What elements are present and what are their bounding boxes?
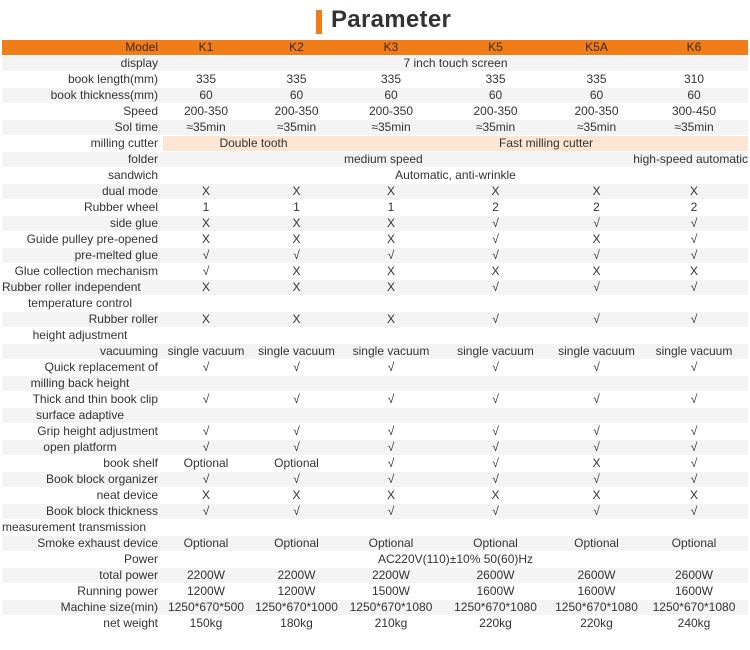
row-book-length	[2, 72, 748, 88]
row-empty	[163, 408, 748, 424]
row-empty	[163, 520, 748, 536]
value-k3: single vacuum	[344, 344, 438, 360]
value-k5a: X	[553, 184, 640, 200]
value-k6: 2	[640, 200, 748, 216]
parameter-table	[2, 40, 748, 632]
table-header-row	[2, 40, 748, 56]
value-k6: 1600W	[640, 584, 748, 600]
row-quick-replacement	[2, 360, 748, 376]
row-label: folder	[2, 152, 163, 168]
value-k2: X	[249, 264, 344, 280]
value-k6: √	[640, 232, 748, 248]
value-k3: √	[344, 472, 438, 488]
value-k3: 1250*670*1080	[344, 600, 438, 616]
value-k5: 60	[438, 88, 553, 104]
value-k3: ≈35min	[344, 120, 438, 136]
row-rubber-roller-independent	[2, 280, 748, 296]
value-k3: 60	[344, 88, 438, 104]
value-k3: √	[344, 424, 438, 440]
value-k3: √	[344, 248, 438, 264]
value-k2: √	[249, 248, 344, 264]
value-k1: 1	[163, 200, 249, 216]
milling-cutter-fast: Fast milling cutter	[344, 136, 748, 152]
row-label: display	[2, 56, 163, 72]
row-label: book length(mm)	[2, 72, 163, 88]
value-k5: X	[438, 264, 553, 280]
row-side-glue	[2, 216, 748, 232]
row-label: milling cutter	[2, 136, 163, 152]
row-empty	[163, 376, 748, 392]
value-k5: single vacuum	[438, 344, 553, 360]
value-k3: 210kg	[344, 616, 438, 632]
value-k5a: 1600W	[553, 584, 640, 600]
row-temperature-control	[2, 296, 748, 312]
row-display	[2, 56, 748, 72]
value-k5: √	[438, 424, 553, 440]
value-k2: single vacuum	[249, 344, 344, 360]
value-k6: Optional	[640, 536, 748, 552]
value-k5a: Optional	[553, 536, 640, 552]
row-book-thickness	[2, 88, 748, 104]
row-milling-back-height	[2, 376, 748, 392]
row-milling-cutter	[2, 136, 748, 152]
value-k5a: √	[553, 392, 640, 408]
row-label: Rubber wheel	[2, 200, 163, 216]
milling-cutter-double: Double tooth	[163, 136, 344, 152]
row-label: book shelf	[2, 456, 163, 472]
value-k1: 2200W	[163, 568, 249, 584]
value-k5a: 220kg	[553, 616, 640, 632]
value-k1: √	[163, 248, 249, 264]
value-k2: √	[249, 360, 344, 376]
header-model-k2: K2	[249, 40, 344, 56]
row-label: dual mode	[2, 184, 163, 200]
row-label-continued: milling back height	[2, 376, 163, 392]
value-k3: √	[344, 360, 438, 376]
value-k2: √	[249, 424, 344, 440]
value-k5a: √	[553, 360, 640, 376]
row-running-power	[2, 584, 748, 600]
row-label: Running power	[2, 584, 163, 600]
value-k6: √	[640, 280, 748, 296]
value-k5: 2600W	[438, 568, 553, 584]
value-k5: √	[438, 392, 553, 408]
row-label-continued: temperature control	[2, 296, 163, 312]
value-k2: 2200W	[249, 568, 344, 584]
row-label: Guide pulley pre-opened	[2, 232, 163, 248]
value-k3: Optional	[344, 536, 438, 552]
value-k1: 335	[163, 72, 249, 88]
value-k1: √	[163, 472, 249, 488]
row-rubber-wheel	[2, 200, 748, 216]
row-label: sandwich	[2, 168, 163, 184]
value-k6: √	[640, 504, 748, 520]
row-label: Rubber roller independent	[2, 280, 163, 296]
row-label: Machine size(min)	[2, 600, 163, 616]
row-label: Glue collection mechanism	[2, 264, 163, 280]
page-header	[0, 0, 750, 40]
header-model-k3: K3	[344, 40, 438, 56]
value-k6: 310	[640, 72, 748, 88]
value-k5a: 1250*670*1080	[553, 600, 640, 616]
value-k2: √	[249, 440, 344, 456]
row-label: Speed	[2, 104, 163, 120]
value-k5: 1250*670*1080	[438, 600, 553, 616]
row-label: vacuuming	[2, 344, 163, 360]
value-k1: √	[163, 440, 249, 456]
value-k2: 1	[249, 200, 344, 216]
value-k2: X	[249, 280, 344, 296]
value-k6: X	[640, 184, 748, 200]
value-k1: X	[163, 280, 249, 296]
value-k5: √	[438, 232, 553, 248]
value-k3: X	[344, 280, 438, 296]
folder-high: high-speed automatic	[553, 152, 748, 168]
value-k1: X	[163, 184, 249, 200]
value-k5: √	[438, 248, 553, 264]
row-label: Power	[2, 552, 163, 568]
value-k2: 335	[249, 72, 344, 88]
row-label: pre-melted glue	[2, 248, 163, 264]
row-speed	[2, 104, 748, 120]
row-value: AC220V(110)±10% 50(60)Hz	[163, 552, 748, 568]
value-k5: 220kg	[438, 616, 553, 632]
value-k1: √	[163, 360, 249, 376]
value-k3: 2200W	[344, 568, 438, 584]
row-rubber-roller-height	[2, 312, 748, 328]
row-grip-height	[2, 424, 748, 440]
row-label: Quick replacement of	[2, 360, 163, 376]
value-k3: √	[344, 440, 438, 456]
value-k2: √	[249, 472, 344, 488]
value-k2: X	[249, 184, 344, 200]
row-vacuuming	[2, 344, 748, 360]
value-k3: 1	[344, 200, 438, 216]
value-k5: 2	[438, 200, 553, 216]
row-sandwich	[2, 168, 748, 184]
value-k5: X	[438, 184, 553, 200]
row-dual-mode	[2, 184, 748, 200]
value-k5: 335	[438, 72, 553, 88]
value-k6: X	[640, 264, 748, 280]
row-label: Book block thickness	[2, 504, 163, 520]
value-k2: X	[249, 488, 344, 504]
value-k5: √	[438, 456, 553, 472]
value-k6: 2600W	[640, 568, 748, 584]
value-k1: √	[163, 264, 249, 280]
row-book-block-thickness	[2, 504, 748, 520]
value-k2: 60	[249, 88, 344, 104]
value-k5: ≈35min	[438, 120, 553, 136]
row-label: book thickness(mm)	[2, 88, 163, 104]
value-k3: X	[344, 488, 438, 504]
row-label: Sol time	[2, 120, 163, 136]
value-k6: √	[640, 456, 748, 472]
value-k5a: √	[553, 440, 640, 456]
row-net-weight	[2, 616, 748, 632]
value-k1: single vacuum	[163, 344, 249, 360]
value-k5a: 2	[553, 200, 640, 216]
value-k3: 200-350	[344, 104, 438, 120]
value-k3: 1500W	[344, 584, 438, 600]
value-k2: X	[249, 232, 344, 248]
row-book-shelf	[2, 456, 748, 472]
row-sol-time	[2, 120, 748, 136]
value-k1: X	[163, 312, 249, 328]
value-k1: Optional	[163, 536, 249, 552]
header-model-k1: K1	[163, 40, 249, 56]
value-k5a: X	[553, 488, 640, 504]
value-k1: 60	[163, 88, 249, 104]
header-model-k5: K5	[438, 40, 553, 56]
row-measurement-transmission	[2, 520, 748, 536]
row-total-power	[2, 568, 748, 584]
value-k6: 300-450	[640, 104, 748, 120]
row-height-adjustment	[2, 328, 748, 344]
folder-medium: medium speed	[344, 152, 553, 168]
header-model-k6: K6	[640, 40, 748, 56]
row-empty	[163, 328, 748, 344]
value-k5: Optional	[438, 536, 553, 552]
value-k2: ≈35min	[249, 120, 344, 136]
value-k5a: √	[553, 216, 640, 232]
row-label: Grip height adjustment	[2, 424, 163, 440]
row-label: Thick and thin book clip	[2, 392, 163, 408]
value-k6: 60	[640, 88, 748, 104]
value-k2: Optional	[249, 536, 344, 552]
value-k5a: √	[553, 472, 640, 488]
header-model-label: Model	[2, 40, 163, 56]
row-label: neat device	[2, 488, 163, 504]
value-k2: 1200W	[249, 584, 344, 600]
value-k1: 1200W	[163, 584, 249, 600]
value-k5a: √	[553, 280, 640, 296]
value-k2: X	[249, 312, 344, 328]
row-pre-melted-glue	[2, 248, 748, 264]
row-label: net weight	[2, 616, 163, 632]
value-k2: 200-350	[249, 104, 344, 120]
row-book-clip	[2, 392, 748, 408]
value-k5: √	[438, 360, 553, 376]
row-label: Rubber roller	[2, 312, 163, 328]
row-empty	[163, 296, 748, 312]
value-k5: √	[438, 312, 553, 328]
value-k2: 1250*670*1000	[249, 600, 344, 616]
value-k1: X	[163, 488, 249, 504]
value-k5a: single vacuum	[553, 344, 640, 360]
value-k6: X	[640, 488, 748, 504]
page-title: Parameter	[331, 6, 452, 33]
value-k6: √	[640, 360, 748, 376]
value-k5a: 60	[553, 88, 640, 104]
value-k1: 150kg	[163, 616, 249, 632]
value-k1: X	[163, 216, 249, 232]
value-k1: X	[163, 232, 249, 248]
value-k3: √	[344, 392, 438, 408]
value-k5a: X	[553, 456, 640, 472]
value-k6: √	[640, 424, 748, 440]
value-k2: √	[249, 392, 344, 408]
row-label-continued: height adjustment	[2, 328, 163, 344]
row-smoke-exhaust	[2, 536, 748, 552]
row-folder	[2, 152, 748, 168]
value-k5: √	[438, 472, 553, 488]
row-label-continued: measurement transmission	[2, 520, 163, 536]
value-k5a: √	[553, 504, 640, 520]
row-power	[2, 552, 748, 568]
value-k2: 180kg	[249, 616, 344, 632]
value-k5: X	[438, 488, 553, 504]
value-k1: √	[163, 504, 249, 520]
value-k6: √	[640, 440, 748, 456]
value-k6: single vacuum	[640, 344, 748, 360]
value-k3: 335	[344, 72, 438, 88]
row-label-continued: open platform	[2, 440, 163, 456]
row-value: Automatic, anti-wrinkle	[163, 168, 748, 184]
value-k3: X	[344, 312, 438, 328]
value-k5a: √	[553, 248, 640, 264]
value-k6: 240kg	[640, 616, 748, 632]
value-k1: 200-350	[163, 104, 249, 120]
value-k5a: X	[553, 232, 640, 248]
row-glue-collection	[2, 264, 748, 280]
value-k5a: √	[553, 424, 640, 440]
value-k5a: X	[553, 264, 640, 280]
value-k5a: √	[553, 312, 640, 328]
value-k3: X	[344, 216, 438, 232]
row-label-continued: surface adaptive	[2, 408, 163, 424]
value-k5a: 335	[553, 72, 640, 88]
value-k5: √	[438, 216, 553, 232]
value-k1: 1250*670*500	[163, 600, 249, 616]
value-k5: √	[438, 280, 553, 296]
value-k2: Optional	[249, 456, 344, 472]
header-model-k5a: K5A	[553, 40, 640, 56]
value-k6: √	[640, 392, 748, 408]
row-label: side glue	[2, 216, 163, 232]
row-guide-pulley	[2, 232, 748, 248]
folder-empty-cell	[163, 152, 344, 168]
value-k5: 1600W	[438, 584, 553, 600]
value-k1: Optional	[163, 456, 249, 472]
value-k6: √	[640, 248, 748, 264]
value-k5: √	[438, 440, 553, 456]
value-k5: √	[438, 504, 553, 520]
value-k1: √	[163, 392, 249, 408]
row-machine-size	[2, 600, 748, 616]
title-accent-bar	[316, 10, 322, 34]
value-k3: √	[344, 504, 438, 520]
row-label: Book block organizer	[2, 472, 163, 488]
value-k6: √	[640, 216, 748, 232]
value-k6: √	[640, 472, 748, 488]
value-k6: 1250*670*1080	[640, 600, 748, 616]
value-k5a: 200-350	[553, 104, 640, 120]
value-k6: ≈35min	[640, 120, 748, 136]
row-value: 7 inch touch screen	[163, 56, 748, 72]
value-k1: ≈35min	[163, 120, 249, 136]
value-k5a: 2600W	[553, 568, 640, 584]
row-surface-adaptive	[2, 408, 748, 424]
value-k3: X	[344, 232, 438, 248]
row-open-platform	[2, 440, 748, 456]
row-neat-device	[2, 488, 748, 504]
value-k2: √	[249, 504, 344, 520]
row-book-block-organizer	[2, 472, 748, 488]
value-k5a: ≈35min	[553, 120, 640, 136]
value-k6: √	[640, 312, 748, 328]
value-k5: 200-350	[438, 104, 553, 120]
value-k2: X	[249, 216, 344, 232]
value-k1: √	[163, 424, 249, 440]
row-label: total power	[2, 568, 163, 584]
value-k3: X	[344, 264, 438, 280]
row-label: Smoke exhaust device	[2, 536, 163, 552]
value-k3: √	[344, 456, 438, 472]
value-k3: X	[344, 184, 438, 200]
